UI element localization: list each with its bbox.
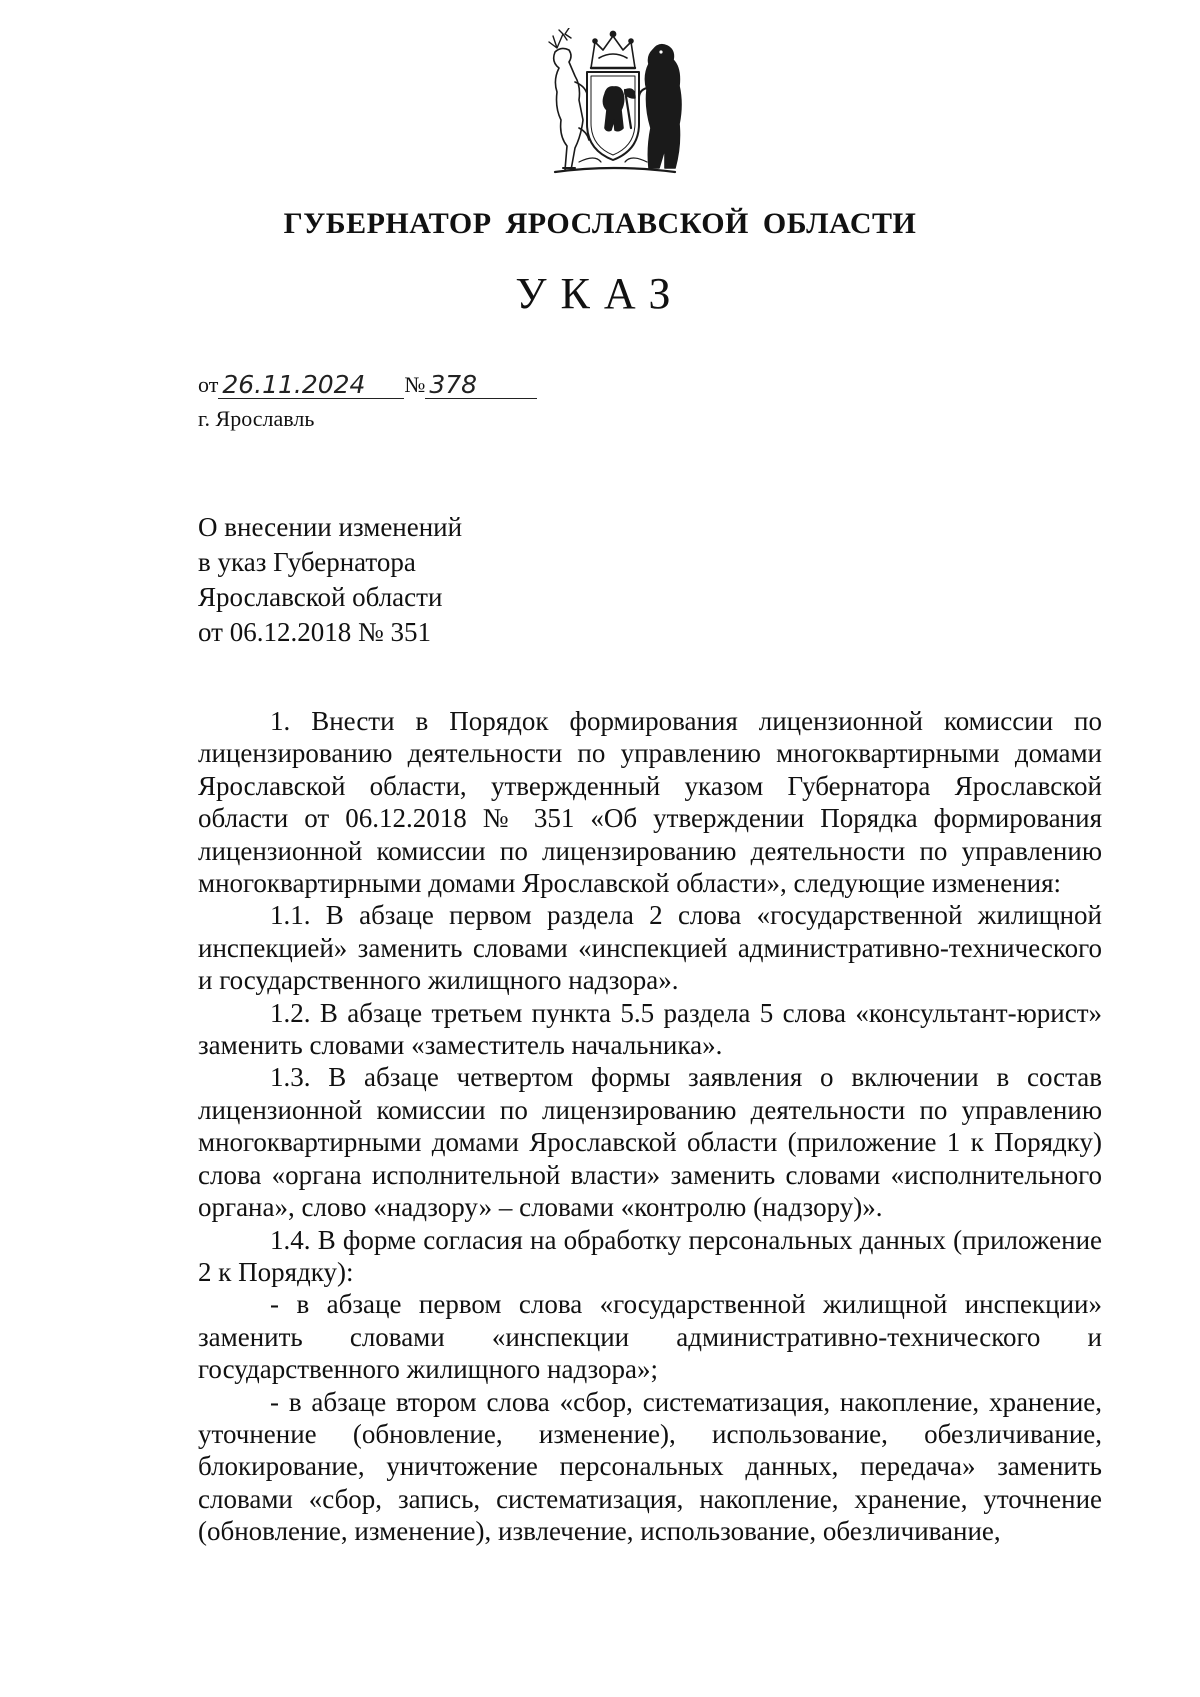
document-type: УКАЗ [515, 269, 685, 318]
date-value: 26.11.2024 [218, 372, 404, 399]
subject-line: Ярославской области [198, 582, 443, 612]
date-number-line [198, 372, 537, 399]
body-paragraph: 1.2. В абзаце третьем пункта 5.5 раздела 5 слова «консультант-юрист» заменить словами «заместитель начальника». [198, 997, 1102, 1061]
subject-line: от 06.12.2018 № 351 [198, 617, 431, 647]
body-paragraph: 1.1. В абзаце первом раздела 2 слова «государственной жилищной инспекцией» заменить словами «инспекцией административно-технического и государственного жилищного надзора». [198, 900, 1102, 996]
body-paragraph: 1. Внести в Порядок формирования лицензионной комиссии по лицензированию деятельности по управлению многоквартирными домами Ярославской области, утвержденный указом Губернатора Ярославской области от 06.12.2018 № 351 «Об утверждении Порядка формирования лицензионной комиссии по лицензированию деятельности по управлению многоквартирными домами Ярославской области», следующие изменения: [198, 706, 1102, 899]
date-prefix: от [198, 372, 219, 397]
number-prefix: № [404, 372, 426, 397]
place-of-issue: г. Ярославль [198, 406, 315, 431]
decree-body [198, 705, 1102, 1548]
body-paragraph: 1.3. В абзаце четвертом формы заявления о включении в состав лицензионной комиссии по лицензированию деятельности по управлению многоквартирными домами Ярославской области (приложение 1 к Порядку) слова «органа исполнительной власти» заменить словами «исполнительного органа», слово «надзору» – словами «контролю (надзору)». [198, 1062, 1102, 1223]
body-paragraph: 1.4. В форме согласия на обработку персональных данных (приложение 2 к Порядку): [198, 1224, 1102, 1287]
issuing-authority: ГУБЕРНАТОР ЯРОСЛАВСКОЙ ОБЛАСТИ [283, 207, 917, 240]
subject-line: О внесении изменений [198, 512, 463, 542]
subject-line: в указ Губернатора [198, 547, 416, 577]
subject-block [198, 510, 462, 650]
number-value: 378 [425, 372, 537, 399]
body-paragraph: - в абзаце втором слова «сбор, систематизация, накопление, хранение, уточнение (обновление, изменение), использование, обезличивание, блокирование, уничтожение персональных данных, передача» заменить словами «сбор, запись, систематизация, накопление, хранение, уточнение (обновление, изменение), извлечение, использование, обезличивание, [198, 1386, 1102, 1547]
coat-of-arms-icon [535, 28, 691, 178]
body-paragraph: - в абзаце первом слова «государственной жилищной инспекции» заменить словами «инспекции административно-технического и государственного жилищного надзора»; [198, 1289, 1102, 1385]
